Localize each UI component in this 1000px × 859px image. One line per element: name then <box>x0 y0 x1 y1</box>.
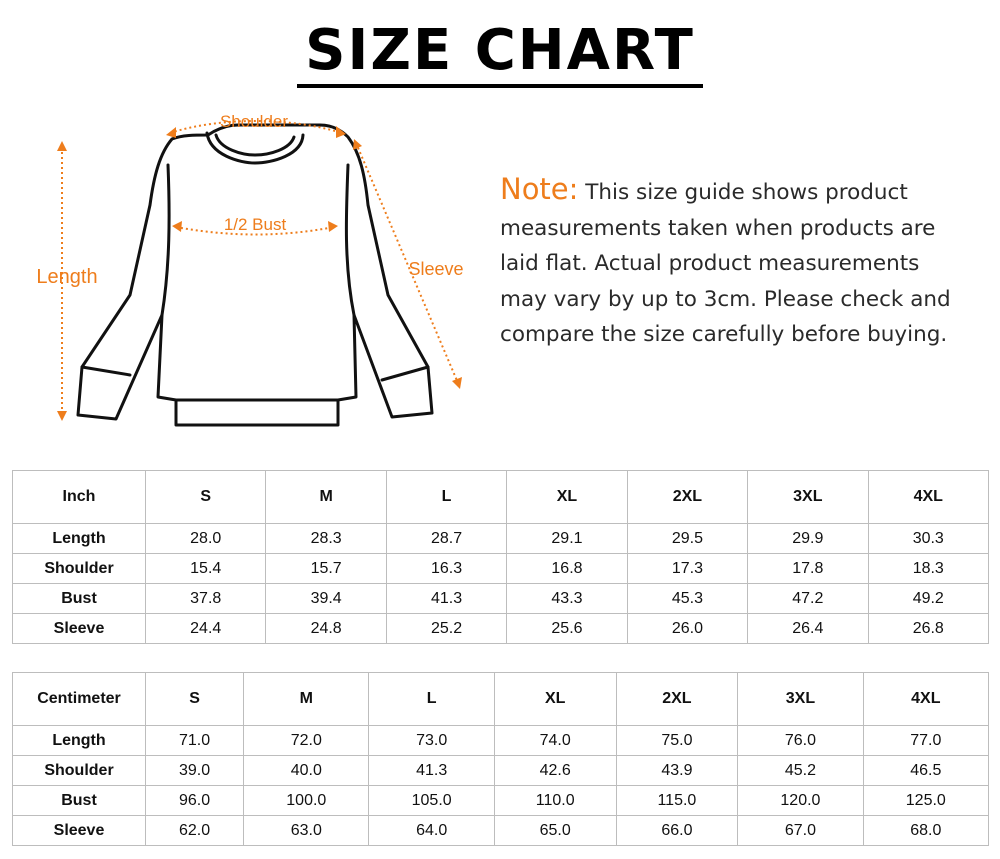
table-cell: 26.8 <box>868 614 988 644</box>
row-label: Shoulder <box>13 756 146 786</box>
arrow-left-icon <box>172 221 182 232</box>
table-cell: 73.0 <box>369 726 494 756</box>
table-cell: 39.4 <box>266 584 386 614</box>
table-row <box>13 524 989 554</box>
table-header-row <box>13 673 989 726</box>
size-header: L <box>386 471 506 524</box>
table-cell: 74.0 <box>494 726 616 756</box>
table-cell: 41.3 <box>386 584 506 614</box>
table-cell: 25.2 <box>386 614 506 644</box>
table-cell: 43.3 <box>507 584 627 614</box>
table-cell: 72.0 <box>244 726 369 756</box>
row-label: Shoulder <box>13 554 146 584</box>
table-cell: 43.9 <box>616 756 738 786</box>
table-row <box>13 726 989 756</box>
arrow-up-icon <box>57 141 67 151</box>
table-cell: 18.3 <box>868 554 988 584</box>
size-header: M <box>244 673 369 726</box>
size-header: 4XL <box>868 471 988 524</box>
table-cell: 67.0 <box>738 816 863 846</box>
table-cell: 29.5 <box>627 524 747 554</box>
table-row <box>13 786 989 816</box>
table-cell: 30.3 <box>868 524 988 554</box>
table-cell: 15.7 <box>266 554 386 584</box>
table-cell: 16.8 <box>507 554 627 584</box>
row-label: Sleeve <box>13 816 146 846</box>
table-cell: 68.0 <box>863 816 988 846</box>
table-cell: 40.0 <box>244 756 369 786</box>
table-row <box>13 816 989 846</box>
table-cell: 75.0 <box>616 726 738 756</box>
table-cell: 110.0 <box>494 786 616 816</box>
sweatshirt-outline-icon <box>78 125 432 425</box>
table-cell: 24.8 <box>266 614 386 644</box>
arrow-left-icon <box>166 127 176 138</box>
size-header: S <box>146 673 244 726</box>
length-label: Length <box>36 266 98 288</box>
arrow-right-icon <box>328 221 338 232</box>
table-cell: 115.0 <box>616 786 738 816</box>
note-label: Note: <box>500 172 579 206</box>
table-cell: 28.3 <box>266 524 386 554</box>
table-cell: 105.0 <box>369 786 494 816</box>
table-cell: 77.0 <box>863 726 988 756</box>
table-cell: 45.3 <box>627 584 747 614</box>
table-cell: 71.0 <box>146 726 244 756</box>
table-cell: 28.0 <box>146 524 266 554</box>
table-row <box>13 614 989 644</box>
table-cell: 63.0 <box>244 816 369 846</box>
table-cell: 120.0 <box>738 786 863 816</box>
table-cell: 66.0 <box>616 816 738 846</box>
sleeve-label: Sleeve <box>408 259 464 279</box>
table-cell: 65.0 <box>494 816 616 846</box>
table-cell: 100.0 <box>244 786 369 816</box>
size-table-inch <box>12 470 989 644</box>
table-cell: 39.0 <box>146 756 244 786</box>
size-header: XL <box>507 471 627 524</box>
size-header: 3XL <box>738 673 863 726</box>
table-cell: 26.0 <box>627 614 747 644</box>
arrow-down-icon <box>57 411 67 421</box>
size-header: XL <box>494 673 616 726</box>
table-cell: 15.4 <box>146 554 266 584</box>
size-header: 4XL <box>863 673 988 726</box>
shoulder-label: Shoulder <box>219 112 289 131</box>
table-cell: 125.0 <box>863 786 988 816</box>
note-paragraph <box>500 172 970 353</box>
table-cell: 96.0 <box>146 786 244 816</box>
size-header: S <box>146 471 266 524</box>
table-header-row <box>13 471 989 524</box>
size-header: 3XL <box>748 471 868 524</box>
table-cell: 47.2 <box>748 584 868 614</box>
table-cell: 29.9 <box>748 524 868 554</box>
table-cell: 49.2 <box>868 584 988 614</box>
table-cell: 16.3 <box>386 554 506 584</box>
table-cell: 62.0 <box>146 816 244 846</box>
page-title: SIZE CHART <box>297 18 703 88</box>
row-label: Length <box>13 726 146 756</box>
table-cell: 24.4 <box>146 614 266 644</box>
table-cell: 45.2 <box>738 756 863 786</box>
table-cell: 29.1 <box>507 524 627 554</box>
table-row <box>13 584 989 614</box>
unit-header: Inch <box>13 471 146 524</box>
table-cell: 46.5 <box>863 756 988 786</box>
table-cell: 25.6 <box>507 614 627 644</box>
size-header: M <box>266 471 386 524</box>
table-cell: 17.8 <box>748 554 868 584</box>
measure-arrowheads <box>57 126 462 421</box>
table-cell: 76.0 <box>738 726 863 756</box>
note-text: This size guide shows product measurements taken when products are laid flat. Actual product measurements may vary by up to 3cm. Please check and compare the size carefully before buying. <box>500 180 951 347</box>
row-label: Bust <box>13 584 146 614</box>
table-row <box>13 554 989 584</box>
bust-label: 1/2 Bust <box>223 215 287 234</box>
table-cell: 64.0 <box>369 816 494 846</box>
size-header: 2XL <box>627 471 747 524</box>
table-cell: 17.3 <box>627 554 747 584</box>
table-cell: 37.8 <box>146 584 266 614</box>
size-header: L <box>369 673 494 726</box>
table-row <box>13 756 989 786</box>
unit-header: Centimeter <box>13 673 146 726</box>
table-cell: 41.3 <box>369 756 494 786</box>
measure-guides <box>62 121 458 415</box>
row-label: Sleeve <box>13 614 146 644</box>
table-cell: 26.4 <box>748 614 868 644</box>
title-container <box>0 18 1000 88</box>
table-cell: 42.6 <box>494 756 616 786</box>
size-header: 2XL <box>616 673 738 726</box>
table-cell: 28.7 <box>386 524 506 554</box>
sweatshirt-diagram <box>20 105 490 440</box>
row-label: Length <box>13 524 146 554</box>
size-table-centimeter <box>12 672 989 846</box>
row-label: Bust <box>13 786 146 816</box>
